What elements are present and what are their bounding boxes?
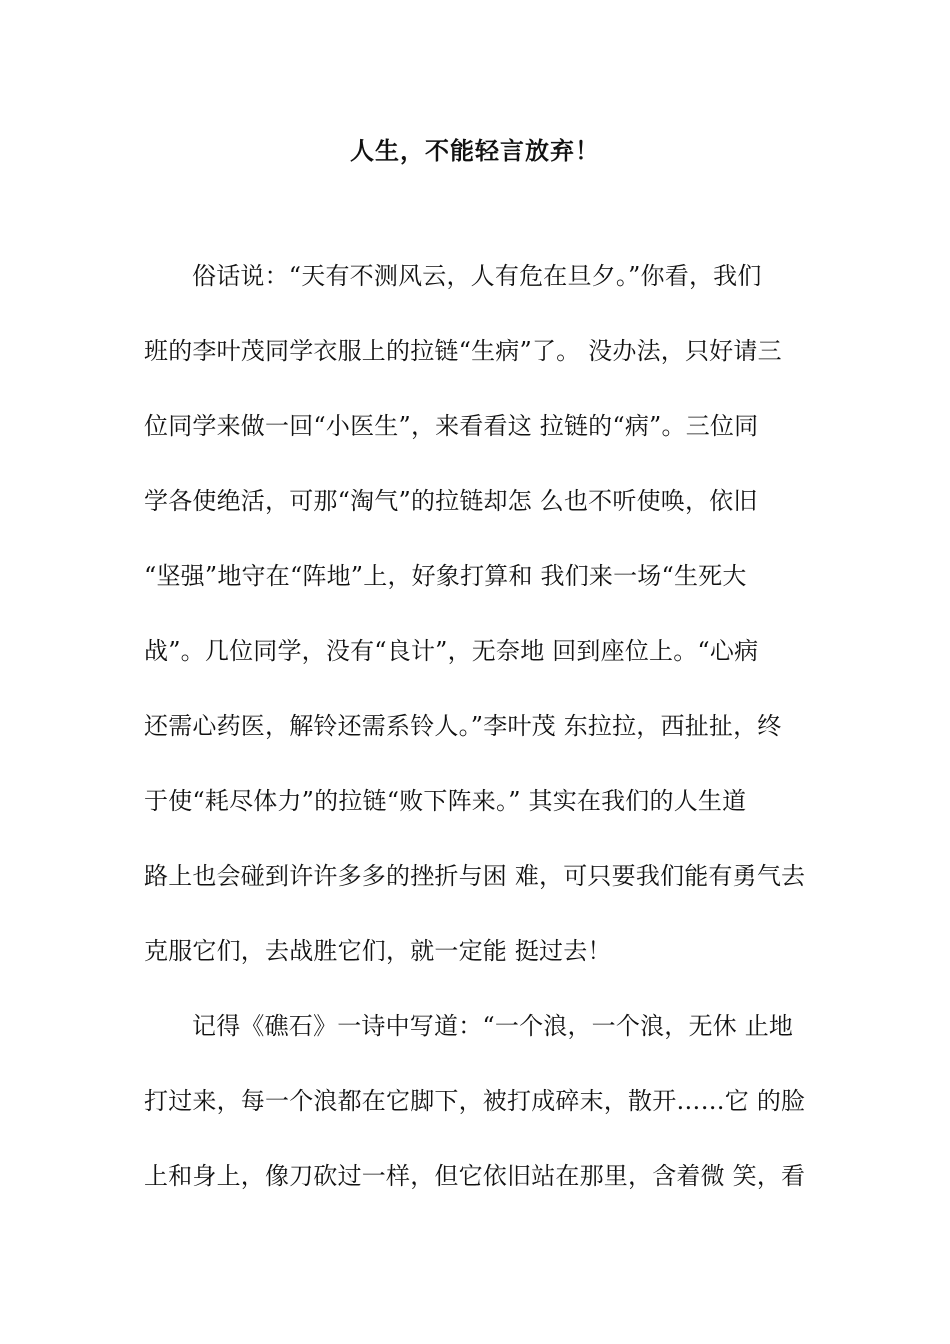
document-body (144, 257, 806, 1232)
text-line: 路上也会碰到许许多多的挫折与困 难，可只要我们能有勇气去 (144, 862, 806, 890)
text-line: 学各使绝活，可那“淘气”的拉链却怎 么也不听使唤，依旧 (144, 487, 758, 515)
text-line: 战”。几位同学，没有“良计”，无奈地 回到座位上。“心病 (144, 637, 759, 665)
text-line: 上和身上，像刀砍过一样，但它依旧站在那里，含着微 笑，看 (144, 1162, 806, 1190)
document-title: 人生，不能轻言放弃！ (350, 137, 600, 165)
text-line: 俗话说：“天有不测风云，人有危在旦夕。”你看，我们 (192, 262, 762, 290)
text-line: 位同学来做一回“小医生”，来看看这 拉链的“病”。三位同 (144, 412, 759, 440)
text-line: “坚强”地守在“阵地”上，好象打算和 我们来一场“生死大 (144, 562, 747, 590)
text-line: 打过来，每一个浪都在它脚下，被打成碎末，散开……它 的脸 (144, 1087, 806, 1115)
text-line: 班的李叶茂同学衣服上的拉链“生病”了。 没办法，只好请三 (144, 337, 782, 365)
text-line: 记得《礁石》一诗中写道：“一个浪，一个浪，无休 止地 (192, 1012, 794, 1040)
text-line: 于使“耗尽体力”的拉链“败下阵来。” 其实在我们的人生道 (144, 787, 747, 815)
text-line: 还需心药医，解铃还需系铃人。”李叶茂 东拉拉，西扯扯，终 (144, 712, 782, 740)
text-line: 克服它们，去战胜它们，就一定能 挺过去！ (144, 937, 612, 965)
